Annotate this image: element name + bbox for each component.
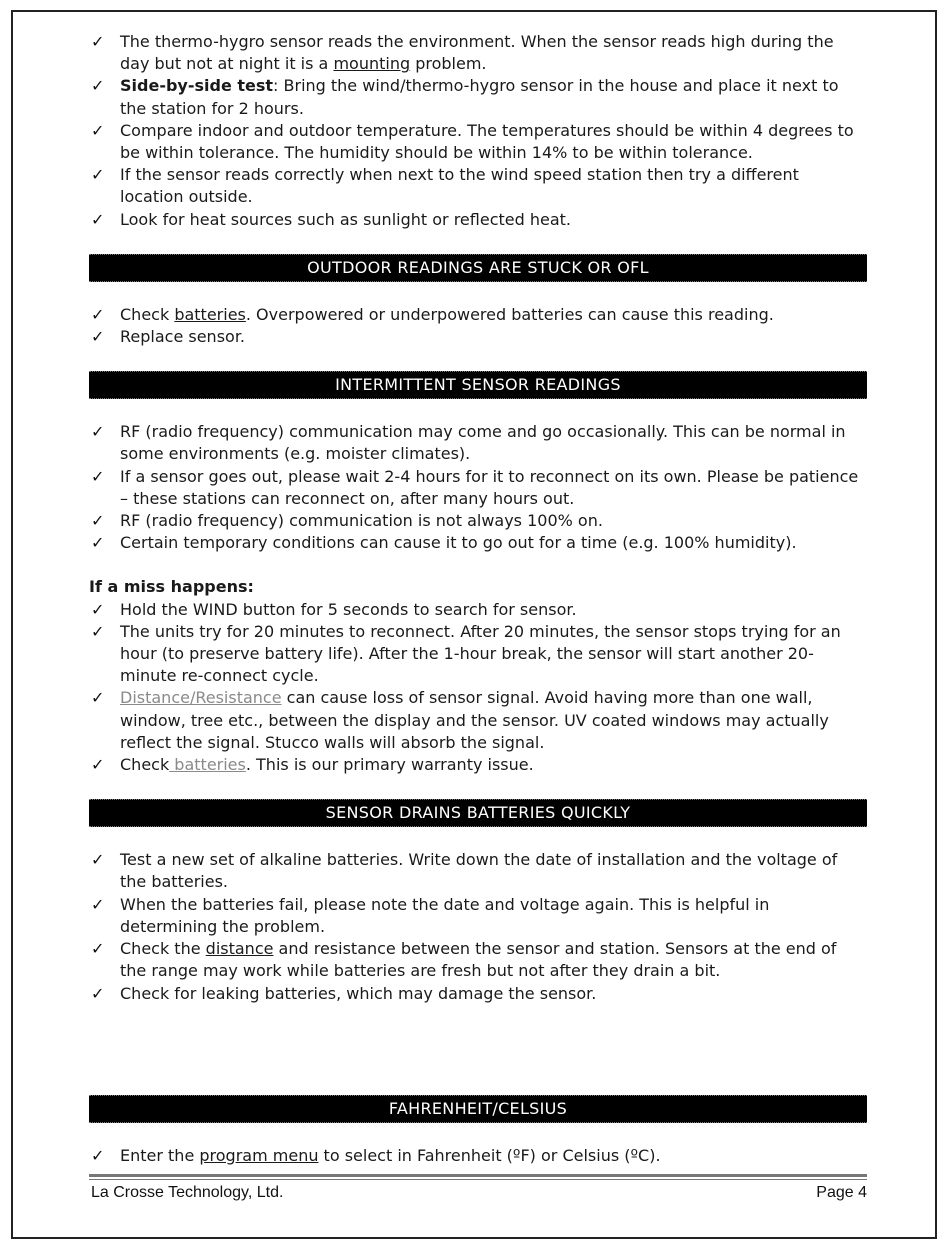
- list-item: ✓ When the batteries fail, please note the date and voltage again. This is helpful in determining the problem.: [89, 894, 867, 938]
- section-header-stuck: OUTDOOR READINGS ARE STUCK OR OFL: [89, 254, 867, 282]
- mounting-link[interactable]: mounting: [333, 54, 411, 74]
- list-item: ✓ Check batteries. This is our primary warranty issue.: [89, 754, 867, 776]
- checklist-units: [89, 1145, 867, 1167]
- section-header-intermittent: INTERMITTENT SENSOR READINGS: [89, 371, 867, 399]
- side-by-side-label: Side-by-side test: [120, 76, 274, 96]
- list-item: ✓ Side-by-side test: Bring the wind/thermo-hygro sensor in the house and place it next to the station for 2 hours.: [89, 75, 867, 119]
- miss-heading: If a miss happens:: [89, 577, 254, 597]
- footer-company: La Crosse Technology, Ltd.: [91, 1184, 284, 1201]
- section-header-drains: SENSOR DRAINS BATTERIES QUICKLY: [89, 799, 867, 827]
- list-item: ✓ Enter the program menu to select in Fahrenheit (ºF) or Celsius (ºC).: [89, 1145, 867, 1167]
- document-content: [89, 31, 867, 1167]
- batteries-link[interactable]: batteries: [174, 304, 246, 324]
- list-item: ✓ Test a new set of alkaline batteries. Write down the date of installation and the voltage of the batteries.: [89, 849, 867, 893]
- checklist-top: [89, 31, 867, 231]
- document-page: [11, 10, 937, 1239]
- list-item: ✓ Check for leaking batteries, which may damage the sensor.: [89, 983, 867, 1005]
- list-item: ✓ Compare indoor and outdoor temperature. The temperatures should be within 4 degrees to be within tolerance. The humidity should be within 14% to be within tolerance.: [89, 120, 867, 164]
- list-item: ✓ Replace sensor.: [89, 326, 867, 348]
- distance-resistance-link[interactable]: Distance/Resistance: [120, 688, 282, 708]
- list-item: ✓ If a sensor goes out, please wait 2-4 hours for it to reconnect on its own. Please be patience – these stations can reconnect on, after many hours out.: [89, 466, 867, 510]
- checklist-miss: [89, 599, 867, 777]
- list-item: ✓ Check batteries. Overpowered or underpowered batteries can cause this reading.: [89, 304, 867, 326]
- list-item: ✓ Certain temporary conditions can cause it to go out for a time (e.g. 100% humidity).: [89, 532, 867, 554]
- checklist-intermittent: [89, 421, 867, 554]
- checklist-drains: [89, 849, 867, 1004]
- section-header-units: FAHRENHEIT/CELSIUS: [89, 1095, 867, 1123]
- list-item: ✓ The thermo-hygro sensor reads the environment. When the sensor reads high during the day but not at night it is a mounting problem.: [89, 31, 867, 75]
- list-item: ✓ RF (radio frequency) communication may come and go occasionally. This can be normal in some environments (e.g. moister climates).: [89, 421, 867, 465]
- page-footer: [91, 1184, 867, 1202]
- list-item: ✓ Distance/Resistance can cause loss of sensor signal. Avoid having more than one wall, window, tree etc., between the display and the sensor. UV coated windows may actually reflect the signal. Stucco walls will absorb the signal.: [89, 687, 867, 754]
- list-item: ✓ Hold the WIND button for 5 seconds to search for sensor.: [89, 599, 867, 621]
- program-menu-link[interactable]: program menu: [199, 1145, 319, 1165]
- page-number: Page 4: [816, 1184, 867, 1201]
- list-item: ✓ If the sensor reads correctly when next to the wind speed station then try a different location outside.: [89, 164, 867, 208]
- list-item: ✓ Check the distance and resistance between the sensor and station. Sensors at the end of the range may work while batteries are fresh but not after they drain a bit.: [89, 938, 867, 982]
- list-item: ✓ The units try for 20 minutes to reconnect. After 20 minutes, the sensor stops trying for an hour (to preserve battery life). After the 1-hour break, the sensor will start another 20-minute re-connect cycle.: [89, 621, 867, 688]
- checklist-stuck: [89, 304, 867, 348]
- distance-link[interactable]: distance: [205, 939, 274, 959]
- footer-divider: [89, 1174, 867, 1180]
- list-item: ✓ Look for heat sources such as sunlight or reflected heat.: [89, 209, 867, 231]
- batteries-link[interactable]: batteries: [169, 755, 246, 775]
- list-item: ✓ RF (radio frequency) communication is not always 100% on.: [89, 510, 867, 532]
